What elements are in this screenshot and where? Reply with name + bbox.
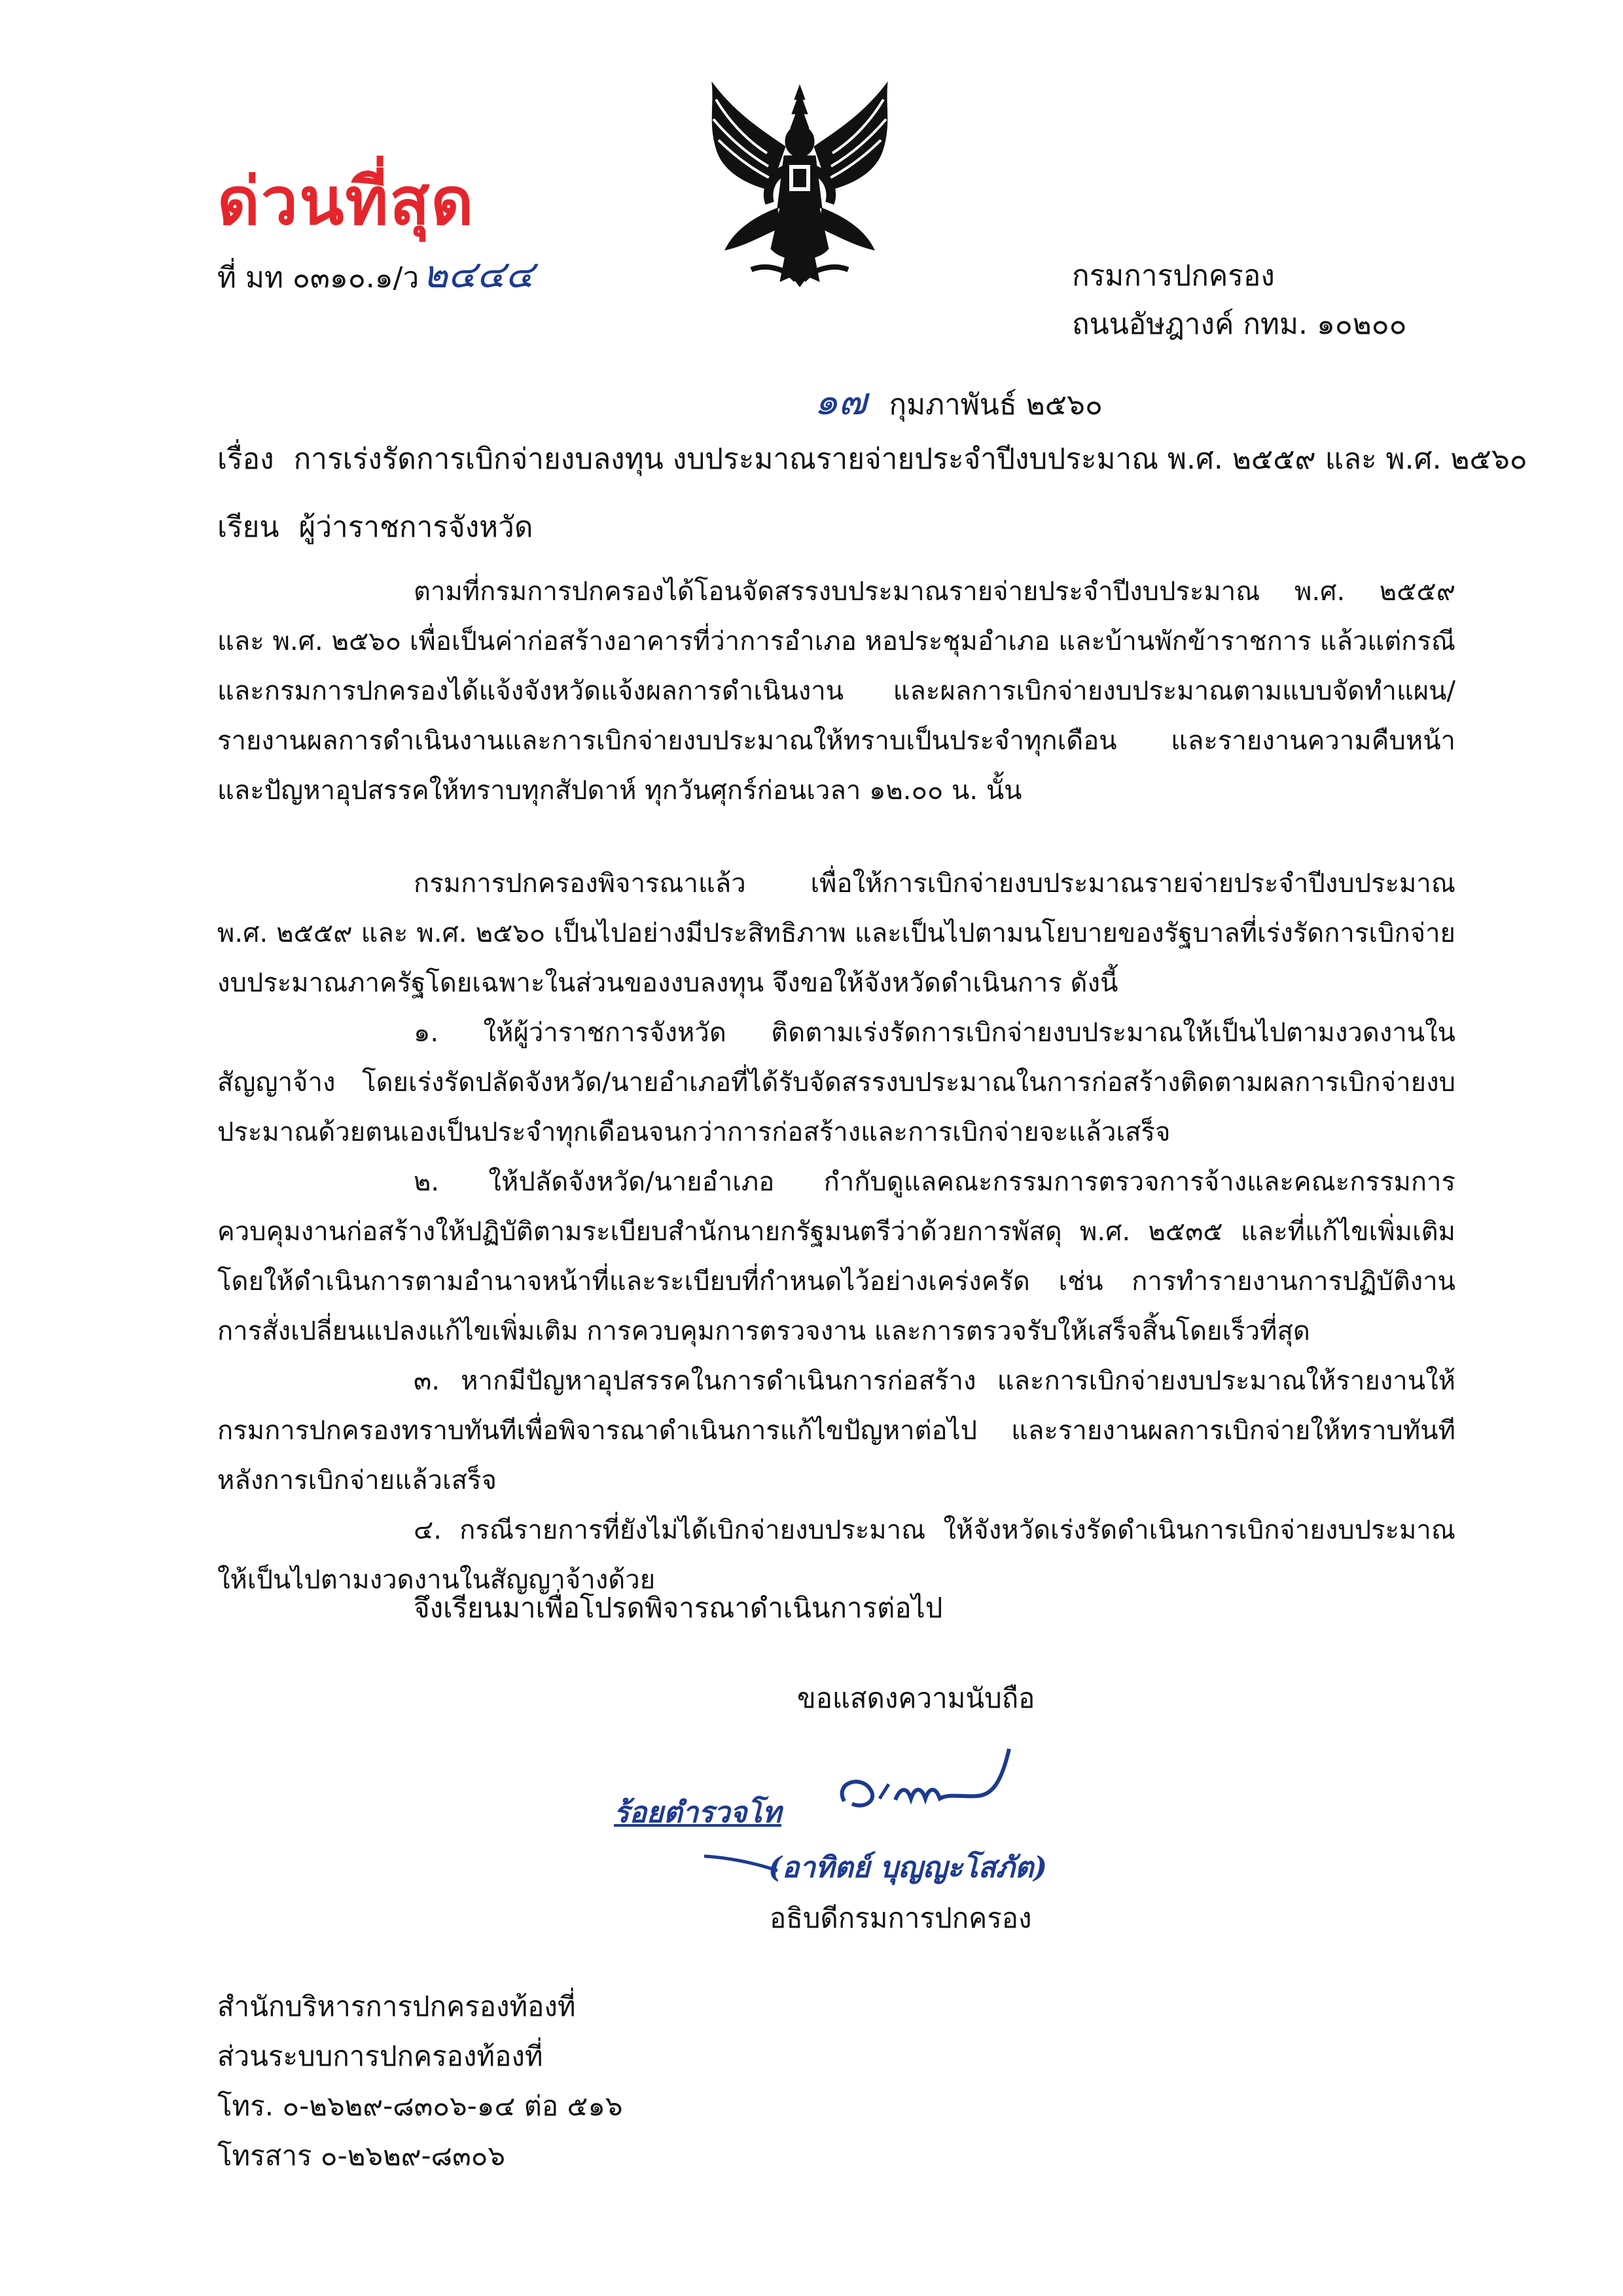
document-number-handwritten: ๒๔๔๔ [423,252,535,296]
document-number [217,243,534,304]
body-item-3: ๓. หากมีปัญหาอุปสรรคในการดำเนินการก่อสร้าง และการเบิกจ่ายงบประมาณให้รายงานให้กรมการปกครองทราบทันทีเพื่อพิจารณาดำเนินการแก้ไขปัญหาต่อไป และรายงานผลการเบิกจ่ายให้ทราบทันทีหลังการเบิกจ่ายแล้วเสร็จ [217,1366,1455,1496]
body-item-4: ๔. กรณีรายการที่ยังไม่ได้เบิกจ่ายงบประมาณ ให้จังหวัดเร่งรัดดำเนินการเบิกจ่ายงบประมาณให้เป็นไปตามงวดงานในสัญญาจ้างด้วย [217,1515,1455,1595]
subject-line [217,436,1527,482]
body-item-1: ๑. ให้ผู้ว่าราชการจังหวัด ติดตามเร่งรัดการเบิกจ่ายงบประมาณให้เป็นไปตามงวดงานในสัญญาจ้าง โดยเร่งรัดปลัดจังหวัด/นายอำเภอที่ได้รับจัดสรรงบประมาณในการก่อสร้างติดตามผลการเบิกจ่ายงบประมาณด้วยตนเองเป็นประจำทุกเดือนจนกว่าการก่อสร้างและการเบิกจ่ายจะแล้วเสร็จ [217,1018,1455,1147]
footer-division: ส่วนระบบการปกครองท้องที่ [217,2040,543,2072]
signature-rank: ร้อยตำรวจโท [614,1796,781,1829]
letter-date [814,370,1103,431]
garuda-emblem-icon [688,73,911,296]
footer-fax: โทรสาร ๐-๒๖๒๙-๘๓๐๖ [217,2140,506,2172]
department-name: กรมการปกครอง [1072,259,1275,293]
letter-body [217,567,1455,1605]
salutation-text: ผู้ว่าราชการจังหวัด [298,511,533,544]
body-paragraph-1: ตามที่กรมการปกครองได้โอนจัดสรรงบประมาณรายจ่ายประจำปีงบประมาณ พ.ศ. ๒๕๕๙ และ พ.ศ. ๒๕๖๐ เพื่อเป็นค่าก่อสร้างอาคารที่ว่าการอำเภอ หอประชุมอำเภอ และบ้านพักข้าราชการ แล้วแต่กรณี และกรมการปกครองได้แจ้งจังหวัดแจ้งผลการดำเนินงาน และผลการเบิกจ่ายงบประมาณตามแบบจัดทำแผน/รายงานผลการดำเนินงานและการเบิกจ่ายงบประมาณให้ทราบเป็นประจำทุกเดือน และรายงานความคืบหน้าและปัญหาอุปสรรคให้ทราบทุกสัปดาห์ ทุกวันศุกร์ก่อนเวลา ๑๒.๐๐ น. นั้น [217,577,1455,806]
footer-phone: โทร. ๐-๒๖๒๙-๘๓๐๖-๑๔ ต่อ ๕๑๖ [217,2090,623,2122]
salutation-line [217,504,533,550]
date-day-handwritten: ๑๗ [814,379,867,423]
subject-text: การเร่งรัดการเบิกจ่ายงบลงทุน งบประมาณรายจ่ายประจำปีงบประมาณ พ.ศ. ๒๕๕๙ และ พ.ศ. ๒๕๖๐ [293,442,1527,476]
closing-line: จึงเรียนมาเพื่อโปรดพิจารณาดำเนินการต่อไป [414,1592,943,1624]
handwritten-signature [838,1741,1021,1820]
regards-line: ขอแสดงความนับถือ [797,1682,1035,1714]
department-address: ถนนอัษฎางค์ กทม. ๑๐๒๐๐ [1072,308,1407,341]
contact-footer [217,1982,623,2181]
body-paragraph-2: กรมการปกครองพิจารณาแล้ว เพื่อให้การเบิกจ่ายงบประมาณรายจ่ายประจำปีงบประมาณ พ.ศ. ๒๕๕๙ และ พ.ศ. ๒๕๖๐ เป็นไปอย่างมีประสิทธิภาพ และเป็นไปตามนโยบายของรัฐบาลที่เร่งรัดการเบิกจ่ายงบประมาณภาครัฐโดยเฉพาะในส่วนของงบลงทุน จึงขอให้จังหวัดดำเนินการ ดังนี้ [217,869,1455,998]
body-item-2: ๒. ให้ปลัดจังหวัด/นายอำเภอ กำกับดูแลคณะกรรมการตรวจการจ้างและคณะกรรมการควบคุมงานก่อสร้างให้ปฏิบัติตามระเบียบสำนักนายกรัฐมนตรีว่าด้วยการพัสดุ พ.ศ. ๒๕๓๕ และที่แก้ไขเพิ่มเติม โดยให้ดำเนินการตามอำนาจหน้าที่และระเบียบที่กำหนดไว้อย่างเคร่งครัด เช่น การทำรายงานการปฏิบัติงาน การสั่งเปลี่ยนแปลงแก้ไขเพิ่มเติม การควบคุมการตรวจงาน และการตรวจรับให้เสร็จสิ้นโดยเร็วที่สุด [217,1167,1455,1346]
date-month-year: กุมภาพันธ์ ๒๕๖๐ [889,388,1103,422]
signatory-title: อธิบดีกรมการปกครอง [770,1902,1032,1934]
footer-office: สำนักบริหารการปกครองท้องที่ [217,1990,576,2022]
urgency-heading: ด่วนที่สุด [217,163,475,240]
signatory-name: (อาทิตย์ บุญญะโสภัต) [768,1851,1048,1884]
salutation-label: เรียน [217,511,279,544]
subject-label: เรื่อง [217,442,274,476]
document-number-prefix: ที่ มท ๐๓๑๐.๑/ว [217,261,419,295]
